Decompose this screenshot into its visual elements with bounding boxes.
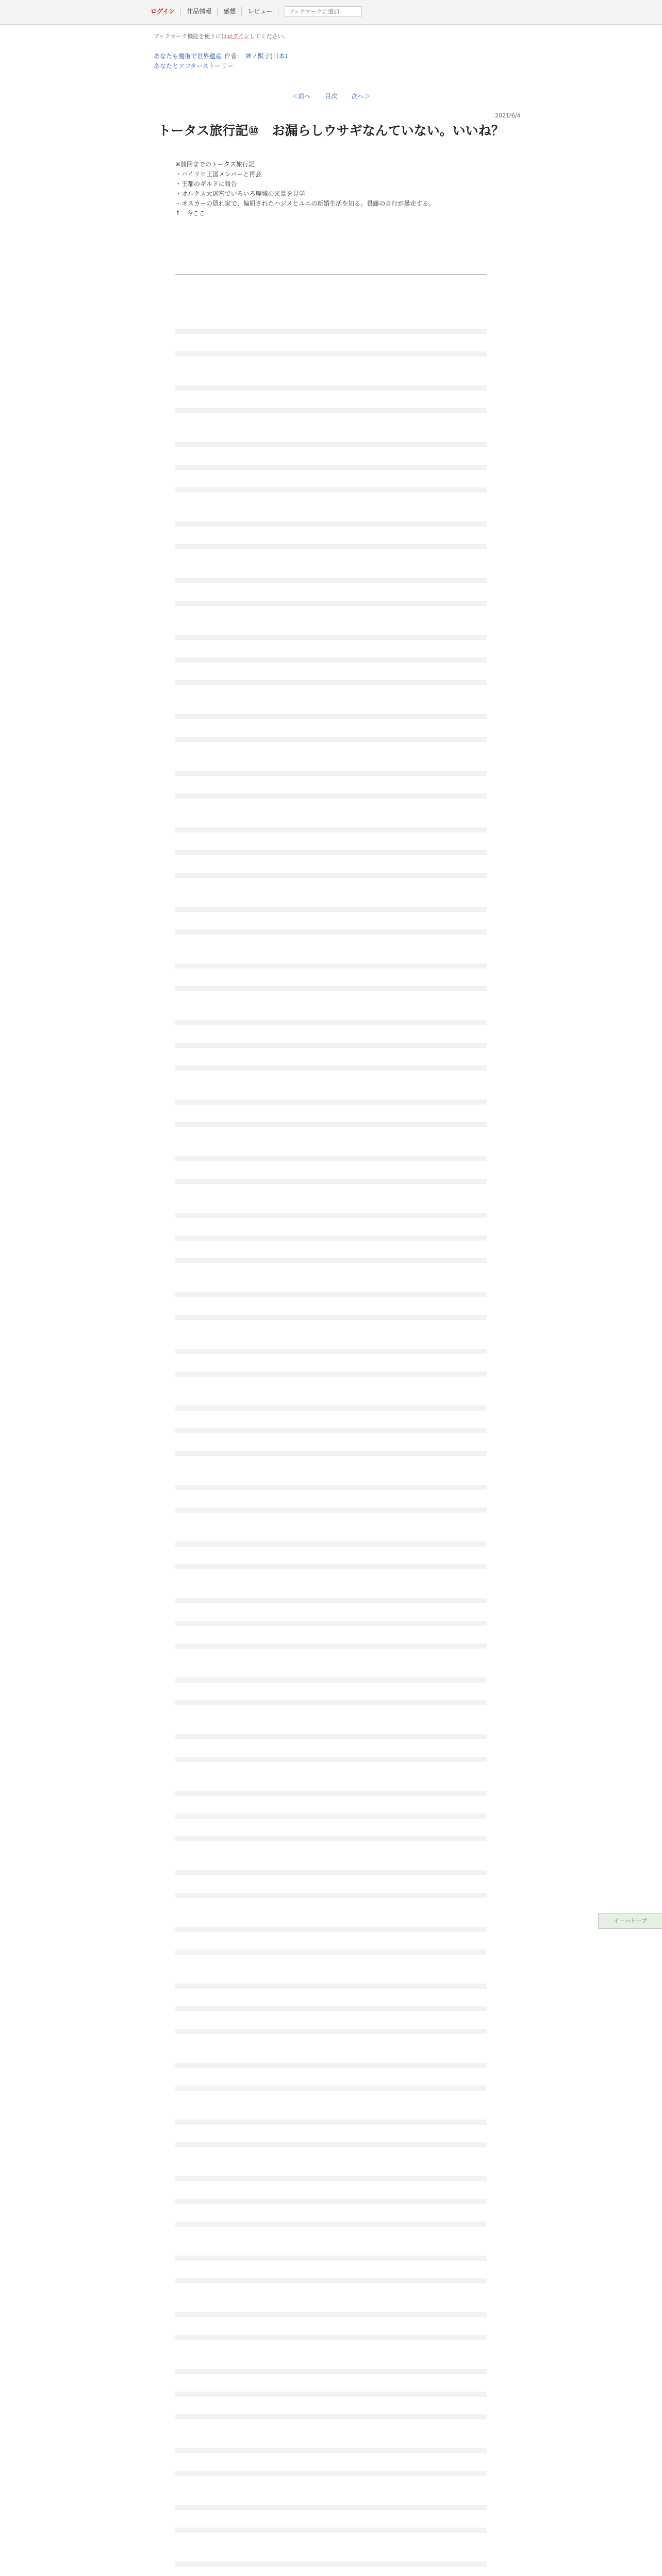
- story-paragraph: [175, 2120, 487, 2131]
- story-paragraph: [175, 1258, 487, 1269]
- story-paragraph: [175, 1020, 487, 1031]
- story-paragraph: [175, 1349, 487, 1360]
- story-paragraph: [175, 329, 487, 340]
- story-paragraph: [175, 635, 487, 646]
- story-paragraph: [175, 1122, 487, 1133]
- story-paragraph: [175, 963, 487, 975]
- story-paragraph: [175, 2199, 487, 2210]
- story-paragraph: [175, 1927, 487, 1938]
- notice-text-after: してください。: [249, 33, 289, 40]
- author-link[interactable]: 神ノ獣子(日本): [245, 53, 288, 60]
- story-paragraph: [175, 351, 487, 363]
- story-paragraph: [175, 2471, 487, 2482]
- story-paragraph: [175, 1541, 487, 1553]
- chapter-subtitle-link[interactable]: あなたとアフターストーリー: [154, 62, 234, 70]
- post-date: 2021/6/4: [495, 112, 521, 119]
- preface-list: [175, 160, 487, 218]
- story-paragraph: [175, 2392, 487, 2403]
- story-paragraph: [175, 873, 487, 884]
- story-paragraph: [175, 771, 487, 782]
- story-paragraph: [175, 1315, 487, 1326]
- story-paragraph: [175, 850, 487, 861]
- story-paragraph: [175, 1564, 487, 1575]
- story-paragraph: [175, 2335, 487, 2346]
- story-paragraph: [175, 827, 487, 839]
- story-paragraph: [175, 442, 487, 453]
- story-paragraph: [175, 1235, 487, 1247]
- story-paragraph: [175, 657, 487, 669]
- story-paragraph: [175, 1870, 487, 1882]
- story-paragraph: [175, 1643, 487, 1655]
- story-paragraph: [175, 714, 487, 725]
- story-paragraph: [175, 2176, 487, 2188]
- story-paragraph: [175, 2562, 487, 2573]
- story-paragraph: [175, 1213, 487, 1224]
- preface-item: ・オスカーの隠れ家で、偏屈されたハジメとユエの新婚生活を知る。畏藤の言行が暴走する。: [175, 200, 435, 207]
- preface-item: ・王都のギルドに報告: [175, 180, 237, 188]
- story-paragraph: [175, 2448, 487, 2460]
- story-paragraph: [175, 601, 487, 612]
- nav-link-comments[interactable]: 感想: [218, 7, 242, 16]
- episode-title: トータス旅行記⑩ お漏らしウサギなんていない。いいね？: [158, 123, 504, 138]
- story-paragraph: [175, 986, 487, 997]
- story-paragraph: [175, 1757, 487, 1768]
- story-paragraph: [175, 487, 487, 499]
- story-paragraph: [175, 465, 487, 476]
- story-paragraph: [175, 1371, 487, 1383]
- story-paragraph: [175, 385, 487, 397]
- story-paragraph: [175, 2312, 487, 2324]
- story-paragraph: [175, 1950, 487, 1961]
- next-episode-link[interactable]: 次へ＞: [351, 93, 370, 100]
- preface-item: ↑ 今ここ: [175, 210, 206, 217]
- story-paragraph: [175, 680, 487, 691]
- story-paragraph: [175, 2414, 487, 2426]
- breadcrumb: [154, 52, 287, 71]
- story-paragraph: [175, 1598, 487, 1609]
- story-paragraph: [175, 1156, 487, 1167]
- preface-divider: [175, 274, 487, 275]
- bookmark-add-input[interactable]: [285, 6, 362, 16]
- story-paragraph: [175, 2369, 487, 2380]
- story-paragraph: [175, 2222, 487, 2233]
- story-paragraph: [175, 1405, 487, 1417]
- story-paragraph: [175, 2256, 487, 2267]
- side-tab[interactable]: イーハトーブ: [598, 1913, 662, 1929]
- notice-login-link[interactable]: ログイン: [227, 33, 250, 40]
- top-nav: [150, 6, 362, 16]
- story-paragraph: [175, 737, 487, 748]
- story-paragraph: [175, 929, 487, 941]
- bookmark-notice: [154, 32, 289, 40]
- story-paragraph: [175, 1836, 487, 1848]
- story-paragraph: [175, 1292, 487, 1303]
- story-paragraph: [175, 907, 487, 918]
- story-paragraph: [175, 1734, 487, 1745]
- story-paragraph: [175, 2528, 487, 2539]
- preface-item: ・オルクス大迷宮でいろいろ廃墟の光景を見学: [175, 190, 305, 197]
- prev-episode-link[interactable]: ＜前へ: [292, 93, 311, 100]
- series-title-link[interactable]: あなたも魔術で世界遺産: [154, 53, 222, 60]
- story-paragraph: [175, 2006, 487, 2018]
- story-paragraph: [175, 2063, 487, 2074]
- notice-text-before: ブックマーク機能を使うには: [154, 33, 227, 40]
- story-paragraph: [175, 2029, 487, 2040]
- story-paragraph: [175, 2505, 487, 2516]
- story-paragraph: [175, 1179, 487, 1190]
- story-paragraph: [175, 1099, 487, 1111]
- story-paragraph: [175, 1677, 487, 1689]
- story-paragraph: [175, 408, 487, 419]
- story-paragraph: [175, 1791, 487, 1802]
- story-paragraph: [175, 1893, 487, 1904]
- nav-link-info[interactable]: 作品情報: [181, 7, 218, 16]
- story-paragraph: [175, 1507, 487, 1519]
- story-paragraph: [175, 2278, 487, 2290]
- story-paragraph: [175, 544, 487, 555]
- story-paragraph: [175, 1621, 487, 1632]
- story-paragraph: [175, 1485, 487, 1496]
- story-body: [175, 329, 487, 2576]
- story-paragraph: [175, 1451, 487, 1462]
- preface-item: ※前回までのトータス旅行記: [175, 161, 255, 168]
- story-paragraph: [175, 2086, 487, 2097]
- story-paragraph: [175, 1814, 487, 1825]
- story-paragraph: [175, 1043, 487, 1054]
- story-paragraph: [175, 578, 487, 589]
- story-paragraph: [175, 2142, 487, 2154]
- preface-item: ・ハイリヒ王国メンバーと再会: [175, 171, 262, 178]
- story-paragraph: [175, 1700, 487, 1711]
- story-paragraph: [175, 521, 487, 533]
- login-link[interactable]: ログイン: [150, 7, 181, 16]
- story-paragraph: [175, 1428, 487, 1439]
- story-paragraph: [175, 1984, 487, 1995]
- story-paragraph: [175, 1065, 487, 1077]
- author-label: 作者：: [224, 53, 243, 60]
- top-bar: [0, 0, 662, 25]
- index-link[interactable]: 目次: [324, 93, 337, 100]
- nav-link-review[interactable]: レビュー: [242, 7, 278, 16]
- story-paragraph: [175, 793, 487, 805]
- episode-nav: [0, 92, 662, 100]
